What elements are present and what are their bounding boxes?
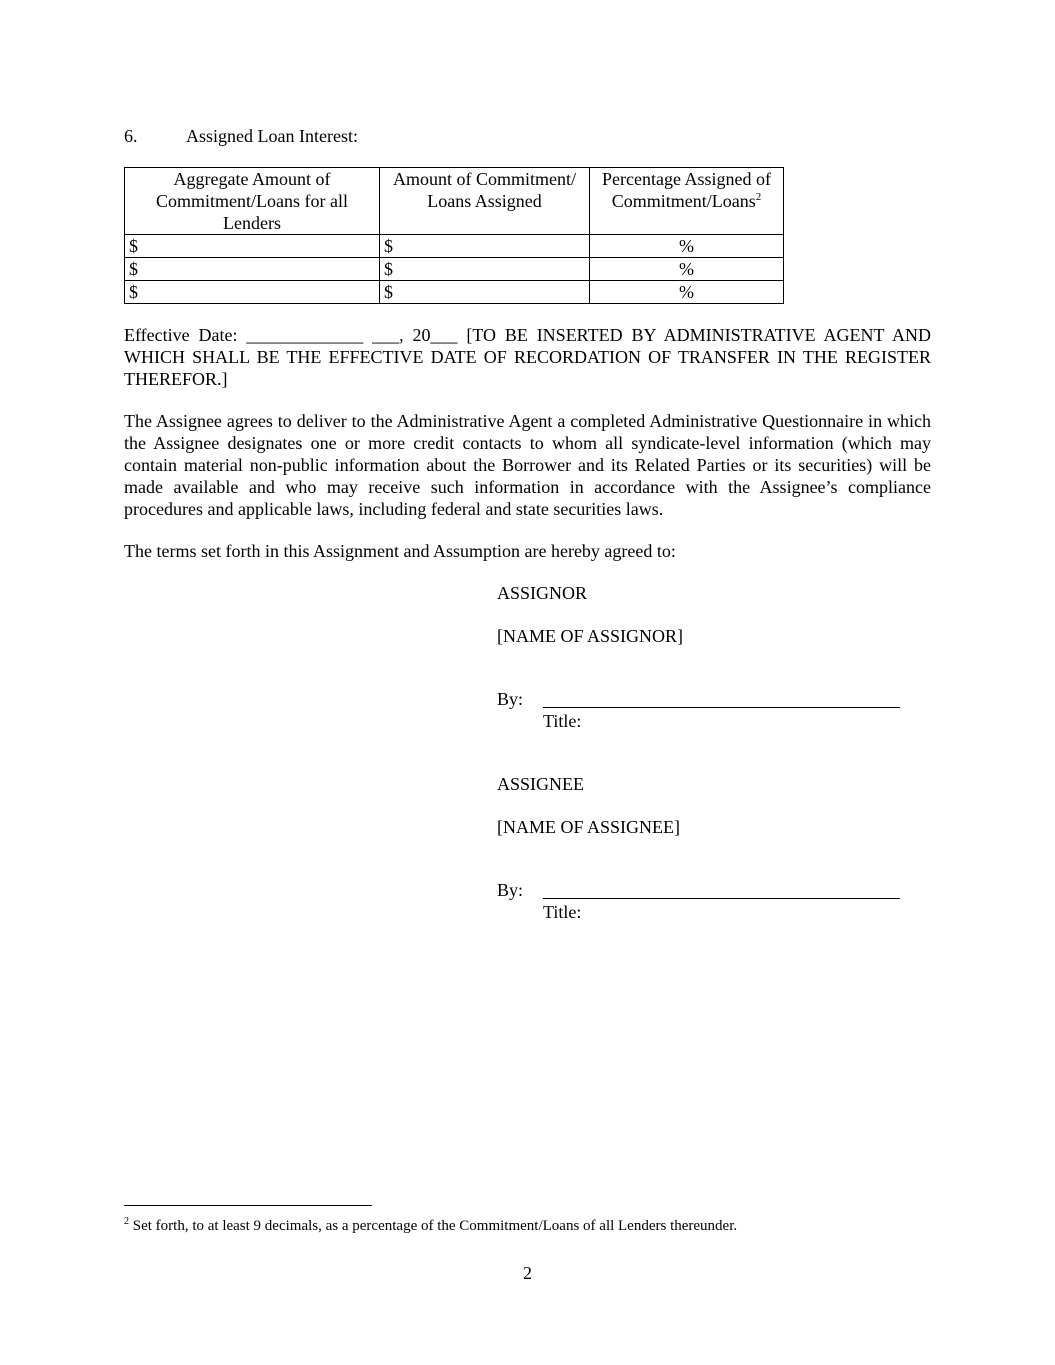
assignee-heading: ASSIGNEE: [497, 774, 585, 794]
assignee-signature-line[interactable]: [543, 877, 900, 899]
table-cell: $: [380, 235, 590, 258]
footnote-number: 2: [124, 1216, 129, 1227]
section-heading: [124, 125, 358, 147]
table-row: [125, 258, 784, 281]
page-number: 2: [523, 1263, 532, 1283]
header-percentage-assigned: [590, 168, 784, 235]
assignor-signature-line[interactable]: [543, 686, 900, 708]
table-cell: $: [125, 281, 380, 304]
section-title: Assigned Loan Interest:: [186, 126, 358, 146]
table-cell: $: [125, 235, 380, 258]
assignor-by-label: By:: [497, 689, 524, 709]
header-aggregate-amount: [125, 168, 380, 235]
effective-date-paragraph: Effective Date: _____________ ___, 20___ [TO BE INSERTED BY ADMINISTRATIVE AGENT AND WHICH SHALL BE THE EFFECTIVE DATE OF RECORDATION OF TRANSFER IN THE REGISTER THEREFOR.]: [124, 325, 931, 389]
assigned-loan-interest-table: [124, 167, 784, 304]
table-cell: %: [590, 281, 784, 304]
header-percentage-assigned-text: Percentage Assigned of Commitment/Loans: [602, 169, 771, 211]
table-header-row: [125, 168, 784, 235]
assignee-by-label: By:: [497, 880, 524, 900]
header-aggregate-amount-text: Aggregate Amount of Commitment/Loans for all Lenders: [156, 169, 348, 233]
footnote: [124, 1216, 737, 1236]
table-cell: $: [125, 258, 380, 281]
table-cell: $: [380, 281, 590, 304]
assignee-title-label: Title:: [543, 902, 582, 922]
assignor-name: [NAME OF ASSIGNOR]: [497, 626, 684, 646]
table-row: [125, 235, 784, 258]
header-amount-assigned: [380, 168, 590, 235]
table-row: [125, 281, 784, 304]
header-amount-assigned-text: Amount of Commitment/ Loans Assigned: [393, 169, 576, 211]
footnote-text: Set forth, to at least 9 decimals, as a percentage of the Commitment/Loans of all Lenders thereunder.: [132, 1218, 738, 1234]
footnote-separator: [124, 1205, 372, 1206]
section-number: 6.: [124, 126, 138, 146]
assignor-title-label: Title:: [543, 711, 582, 731]
assignor-heading: ASSIGNOR: [497, 583, 588, 603]
footnote-reference: 2: [755, 191, 762, 203]
assignee-questionnaire-paragraph: The Assignee agrees to deliver to the Administrative Agent a completed Administrative Questionnaire in which the Assignee designates one or more credit contacts to whom all syndicate-level information (which may contain material non-public information about the Borrower and its Related Parties or its securities) will be made available and who may receive such information in accordance with the Assignee’s compliance procedures and applicable laws, including federal and state securities laws.: [124, 411, 931, 519]
table-cell: %: [590, 258, 784, 281]
terms-agreed-paragraph: The terms set forth in this Assignment and Assumption are hereby agreed to:: [124, 541, 676, 561]
table-cell: $: [380, 258, 590, 281]
assignee-name: [NAME OF ASSIGNEE]: [497, 817, 681, 837]
table-cell: %: [590, 235, 784, 258]
